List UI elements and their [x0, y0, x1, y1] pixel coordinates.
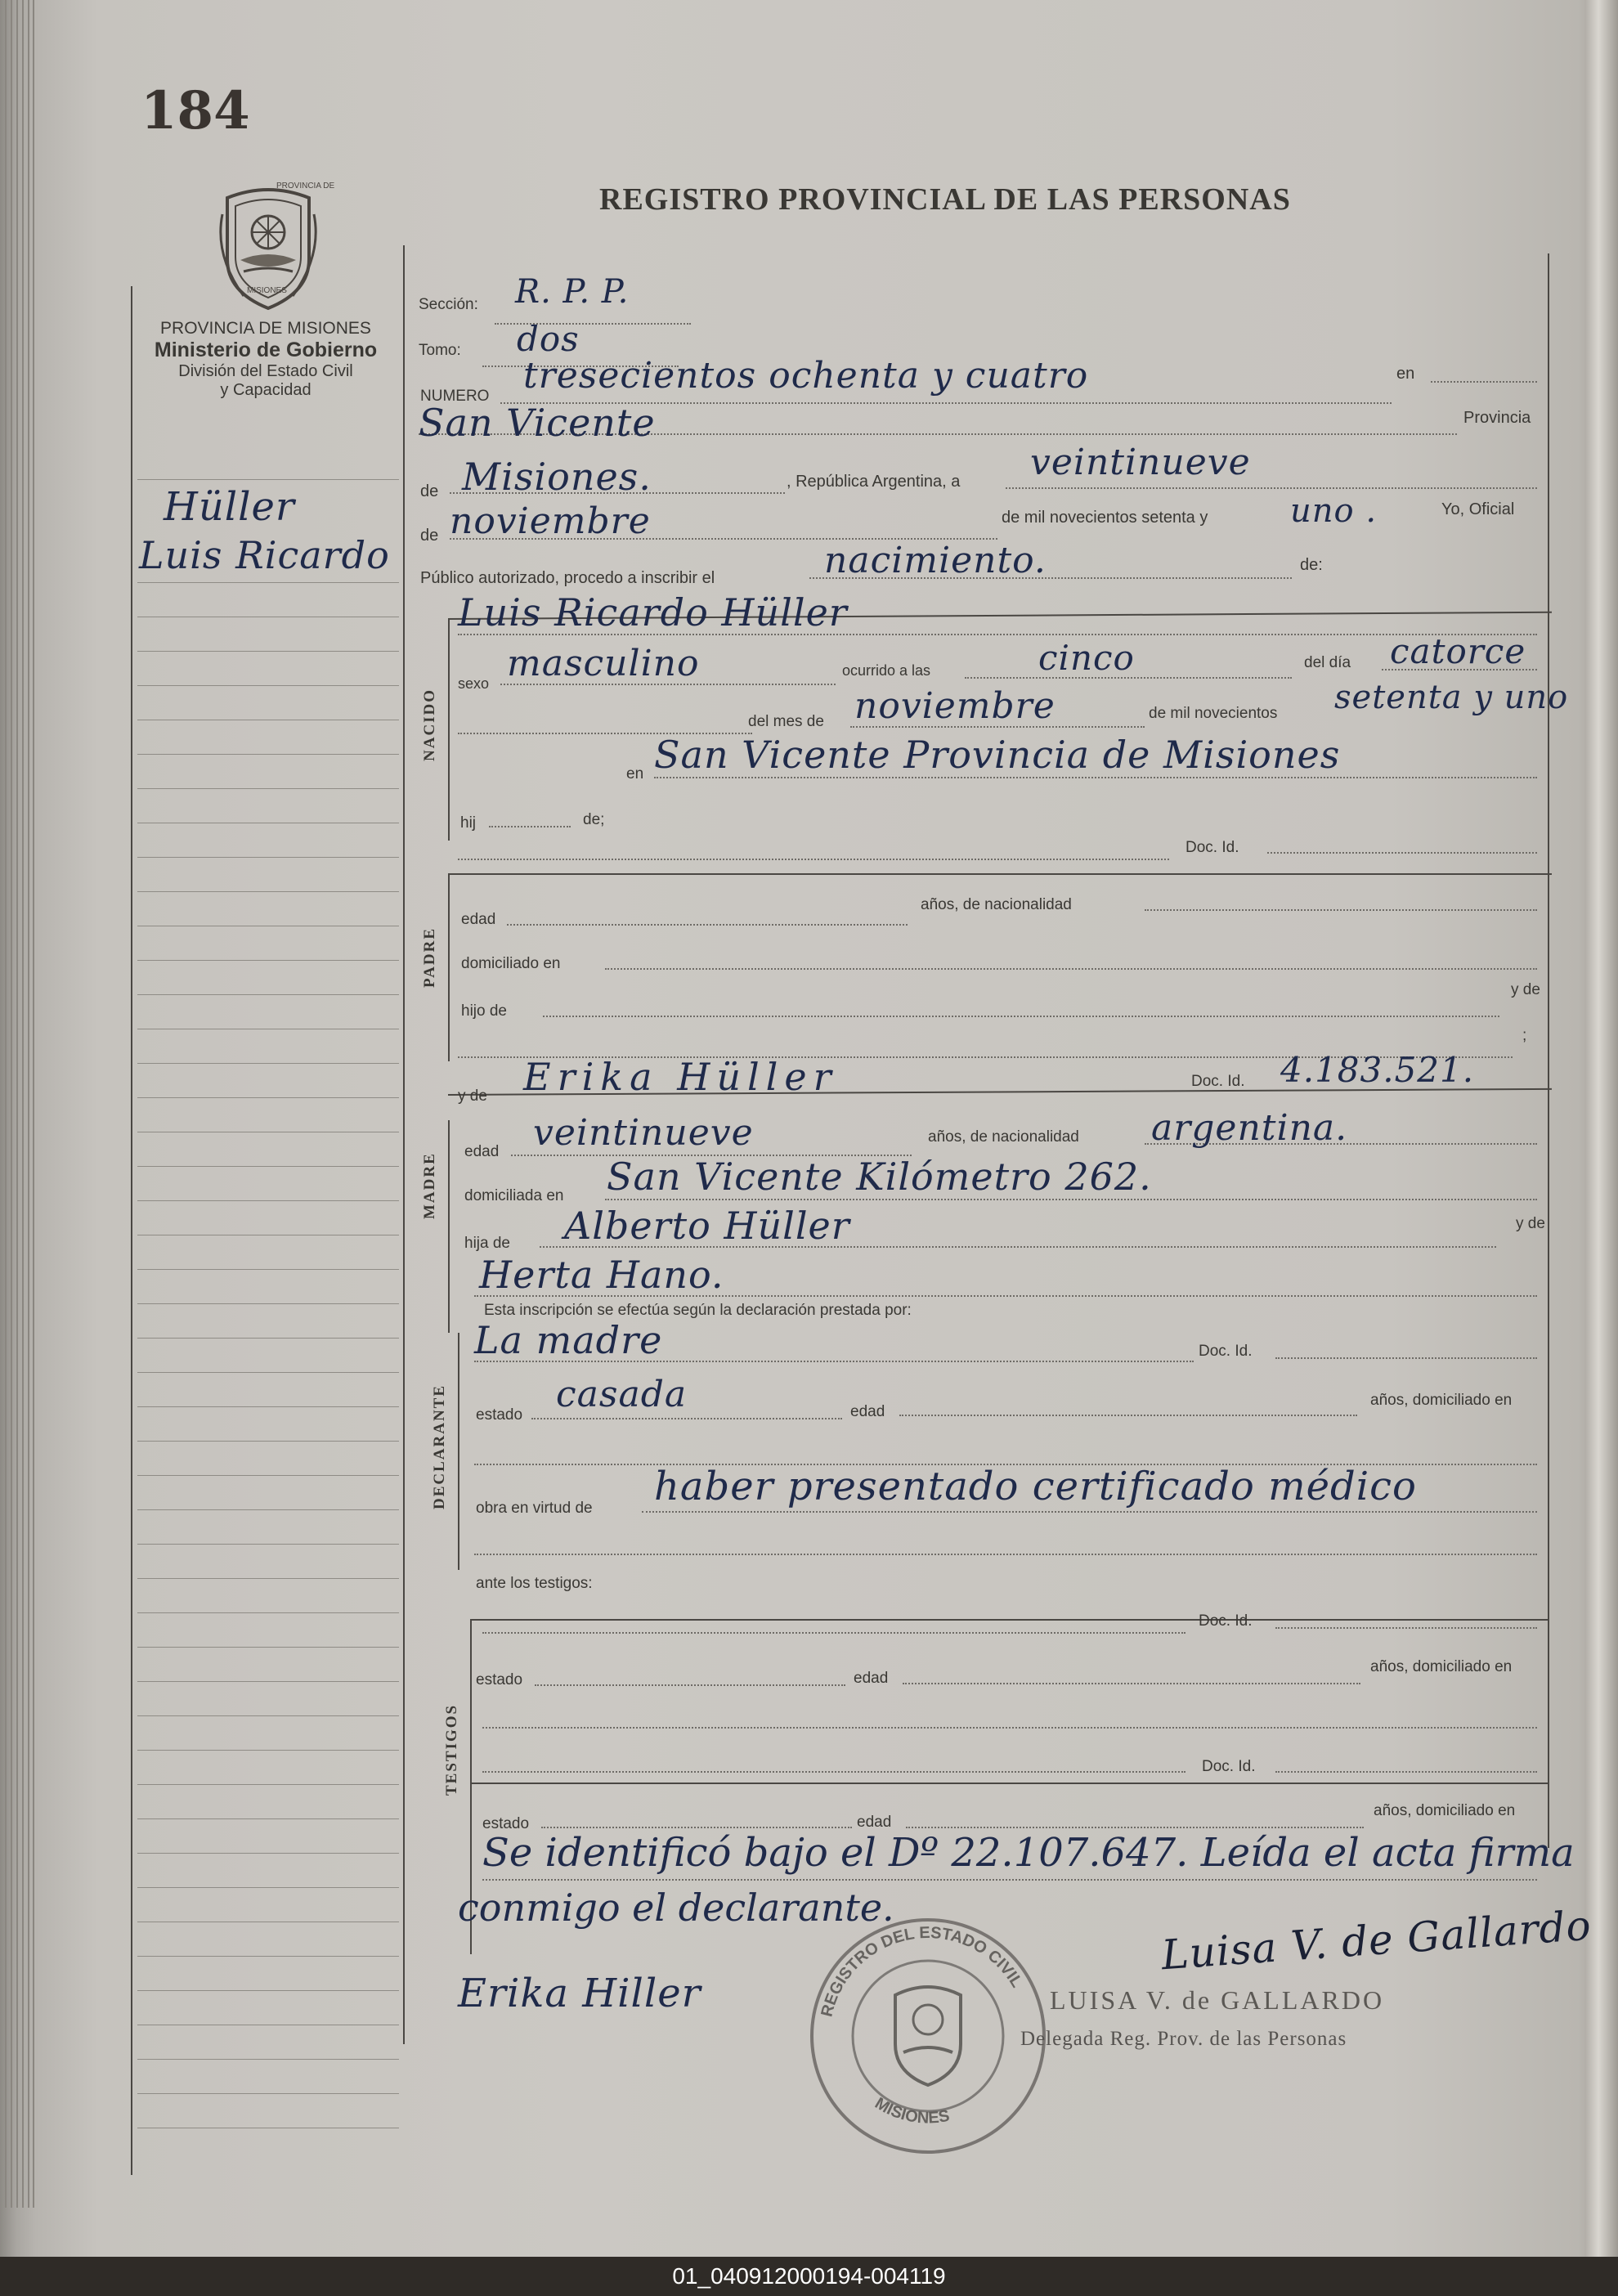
margin-rule-line [137, 1406, 399, 1407]
label-publico: Público autorizado, procedo a inscribir el [420, 569, 715, 587]
stamp-arc-top: REGISTRO DEL ESTADO CIVIL [818, 1923, 1026, 2019]
closing-line-1: Se identificó bajo el Dº 22.107.647. Leída el acta firma [482, 1830, 1575, 1876]
signature-declarante: Erika Hiller [458, 1971, 701, 2016]
label-madre-dom: domiciliada en [464, 1187, 564, 1204]
margin-rule-line [137, 1853, 399, 1854]
office-ministry: Ministerio de Gobierno [154, 339, 378, 361]
label-madre-edad: edad [464, 1143, 500, 1160]
label-decl-edad: edad [850, 1403, 885, 1420]
label-yo-oficial: Yo, Oficial [1441, 500, 1515, 518]
office-division: División del Estado Civil [178, 362, 353, 380]
label-tomo: Tomo: [419, 342, 461, 359]
margin-surname: Hüller [164, 484, 295, 530]
nacido-sexo: masculino [507, 643, 700, 684]
margin-rule-line [137, 960, 399, 961]
seccion-value: R. P. P. [515, 273, 630, 311]
madre-nombre: Erika Hüller [523, 1055, 838, 1099]
margin-rule-line [137, 685, 399, 686]
seal-text: PROVINCIA DE [276, 182, 335, 191]
declarante-obra: haber presentado certificado médico [654, 1464, 1417, 1509]
label-del-mes: del mes de [748, 713, 824, 730]
label-semicolon: ; [1522, 1027, 1527, 1044]
section-label-testigos: TESTIGOS [443, 1703, 460, 1796]
nacido-anio: setenta y uno [1334, 679, 1569, 716]
label-numero: NUMERO [420, 388, 490, 405]
section-label-madre: MADRE [421, 1152, 438, 1219]
label-del-dia: del día [1304, 654, 1351, 671]
label-decl-anos-dom: años, domiciliado en [1370, 1392, 1513, 1409]
madre-padre: Alberto Hüller [564, 1204, 850, 1248]
official-round-stamp [805, 1913, 1051, 2159]
page-number: 184 [141, 80, 250, 141]
declarante-estado: casada [556, 1374, 688, 1415]
margin-rule-line [137, 1200, 399, 1201]
label-decl-doc: Doc. Id. [1199, 1343, 1253, 1360]
label-en: en [1396, 365, 1415, 383]
en-lugar-value: San Vicente [419, 401, 656, 445]
section-label-nacido: NACIDO [421, 688, 438, 761]
image-caption: 01_040912000194-004119 [0, 2257, 1618, 2296]
signature-oficial: Luisa V. de Gallardo [1159, 1901, 1593, 1980]
nacido-nombre: Luis Ricardo Hüller [458, 590, 848, 635]
fecha-dia-value: veintinueve [1030, 442, 1251, 483]
margin-rule-line [137, 1372, 399, 1373]
label-test1-anos-dom: años, domiciliado en [1370, 1658, 1513, 1675]
madre-madre: Herta Hano. [479, 1253, 724, 1297]
seal-text: MISIONES [247, 286, 287, 295]
margin-rule-line [137, 994, 399, 995]
oficial-stamp-title: Delegada Reg. Prov. de las Personas [1020, 2028, 1347, 2050]
nacido-hora: cinco [1038, 638, 1135, 678]
label-hij: hij [460, 814, 477, 832]
label-padre-dom: domiciliado en [461, 955, 561, 972]
label-test1-doc: Doc. Id. [1199, 1612, 1253, 1630]
margin-rule-line [137, 788, 399, 789]
office-province: PROVINCIA DE MISIONES [160, 319, 371, 338]
margin-rule-line [137, 651, 399, 652]
nacido-mes: noviembre [854, 685, 1056, 727]
label-padre-hijo: hijo de [461, 1002, 507, 1020]
label-de-mil: de mil novecientos setenta y [1002, 509, 1208, 527]
margin-rule-line [137, 1166, 399, 1167]
margin-rule-line [137, 1303, 399, 1304]
section-label-declarante: DECLARANTE [431, 1383, 448, 1509]
margin-rule-line [137, 1338, 399, 1339]
label-madre-hija: hija de [464, 1235, 510, 1252]
margin-given-names: Luis Ricardo [139, 533, 390, 577]
madre-domicilio: San Vicente Kilómetro 262. [607, 1155, 1152, 1199]
fecha-anio-value: uno . [1290, 492, 1378, 530]
closing-line-2: conmigo el declarante. [458, 1886, 894, 1930]
margin-rule-line [137, 1612, 399, 1613]
margin-rule-line [137, 1887, 399, 1888]
stamp-arc-bottom: MISIONES [872, 2094, 952, 2128]
madre-doc: 4.183.521. [1280, 1050, 1475, 1090]
label-test2-anos-dom: años, domiciliado en [1374, 1802, 1516, 1819]
nacido-dia: catorce [1390, 631, 1526, 671]
label-en-lugar: en [626, 765, 644, 783]
label-testigos: ante los testigos: [476, 1575, 593, 1592]
page-title: REGISTRO PROVINCIAL DE LAS PERSONAS [599, 182, 1291, 217]
margin-rule-line [137, 891, 399, 892]
madre-nacionalidad: argentina. [1151, 1107, 1348, 1149]
label-madre-y-de-2: y de [1516, 1215, 1545, 1232]
label-de-colon: de: [1300, 556, 1323, 574]
margin-rule-line [137, 1475, 399, 1476]
margin-rule-line [137, 1647, 399, 1648]
margin-rule-line [137, 1956, 399, 1957]
label-madre-nac: años, de nacionalidad [928, 1128, 1079, 1146]
label-de-semi: de; [583, 811, 605, 828]
margin-rule-line [137, 1681, 399, 1682]
label-padre-y-de: y de [1511, 981, 1540, 998]
margin-rule-line [137, 1715, 399, 1716]
label-doc-id-1: Doc. Id. [1185, 839, 1239, 856]
label-test1-estado: estado [476, 1671, 523, 1688]
label-test2-estado: estado [482, 1815, 530, 1832]
margin-rule-line [137, 1097, 399, 1098]
madre-edad: veintinueve [533, 1112, 754, 1154]
label-seccion: Sección: [419, 296, 478, 313]
label-test1-edad: edad [854, 1670, 889, 1687]
label-madre-y-de: y de [458, 1087, 487, 1105]
provincia-value: Misiones. [462, 455, 652, 499]
label-republica: , República Argentina, a [787, 473, 961, 491]
label-ocurrido: ocurrido a las [842, 662, 931, 679]
svg-text:MISIONES [872, 2094, 951, 2127]
margin-rule-line [137, 479, 399, 480]
margin-rule-line [137, 1063, 399, 1064]
margin-rule-line [137, 2059, 399, 2060]
office-capacity: y Capacidad [220, 381, 311, 399]
label-test2-edad: edad [857, 1814, 892, 1831]
svg-text:REGISTRO DEL ESTADO CIVIL [818, 1924, 1025, 2019]
label-de: de [420, 482, 439, 500]
margin-rule-line [137, 1784, 399, 1785]
label-test2-doc: Doc. Id. [1202, 1758, 1256, 1775]
section-label-padre: PADRE [421, 926, 438, 989]
label-provincia: Provincia [1463, 409, 1531, 427]
label-decl-estado: estado [476, 1406, 523, 1424]
label-de-mil-nov: de mil novecientos [1149, 705, 1278, 722]
margin-rule-line [137, 2093, 399, 2094]
fecha-mes-value: noviembre [450, 500, 651, 542]
label-madre-doc: Doc. Id. [1191, 1073, 1245, 1090]
margin-rule-line [137, 857, 399, 858]
margin-rule-line [137, 1818, 399, 1819]
margin-rule-line [137, 1269, 399, 1270]
margin-rule-line [137, 754, 399, 755]
office-block [131, 319, 401, 400]
nacido-lugar: San Vicente Provincia de Misiones [654, 733, 1341, 777]
oficial-stamp-name: LUISA V. de GALLARDO [1050, 1985, 1385, 2015]
margin-rule-line [137, 1578, 399, 1579]
label-declaracion: Esta inscripción se efectúa según la declaración prestada por: [484, 1302, 912, 1319]
margin-rule-line [137, 1544, 399, 1545]
margin-rule-line [137, 1509, 399, 1510]
margin-rule-line [137, 1441, 399, 1442]
margin-rule-line [137, 582, 399, 583]
margin-rule-line [137, 1750, 399, 1751]
label-obra: obra en virtud de [476, 1500, 593, 1517]
numero-value: tresecientos ochenta y cuatro [523, 355, 1089, 397]
label-sexo: sexo [458, 675, 490, 692]
label-padre-nac: años, de nacionalidad [921, 896, 1072, 913]
tomo-value: dos [517, 319, 580, 359]
label-de-2: de [420, 527, 439, 545]
label-padre-edad: edad [461, 911, 496, 928]
acto-value: nacimiento. [824, 540, 1047, 581]
margin-rule-line [137, 1990, 399, 1991]
declarante-quien: La madre [474, 1318, 663, 1362]
